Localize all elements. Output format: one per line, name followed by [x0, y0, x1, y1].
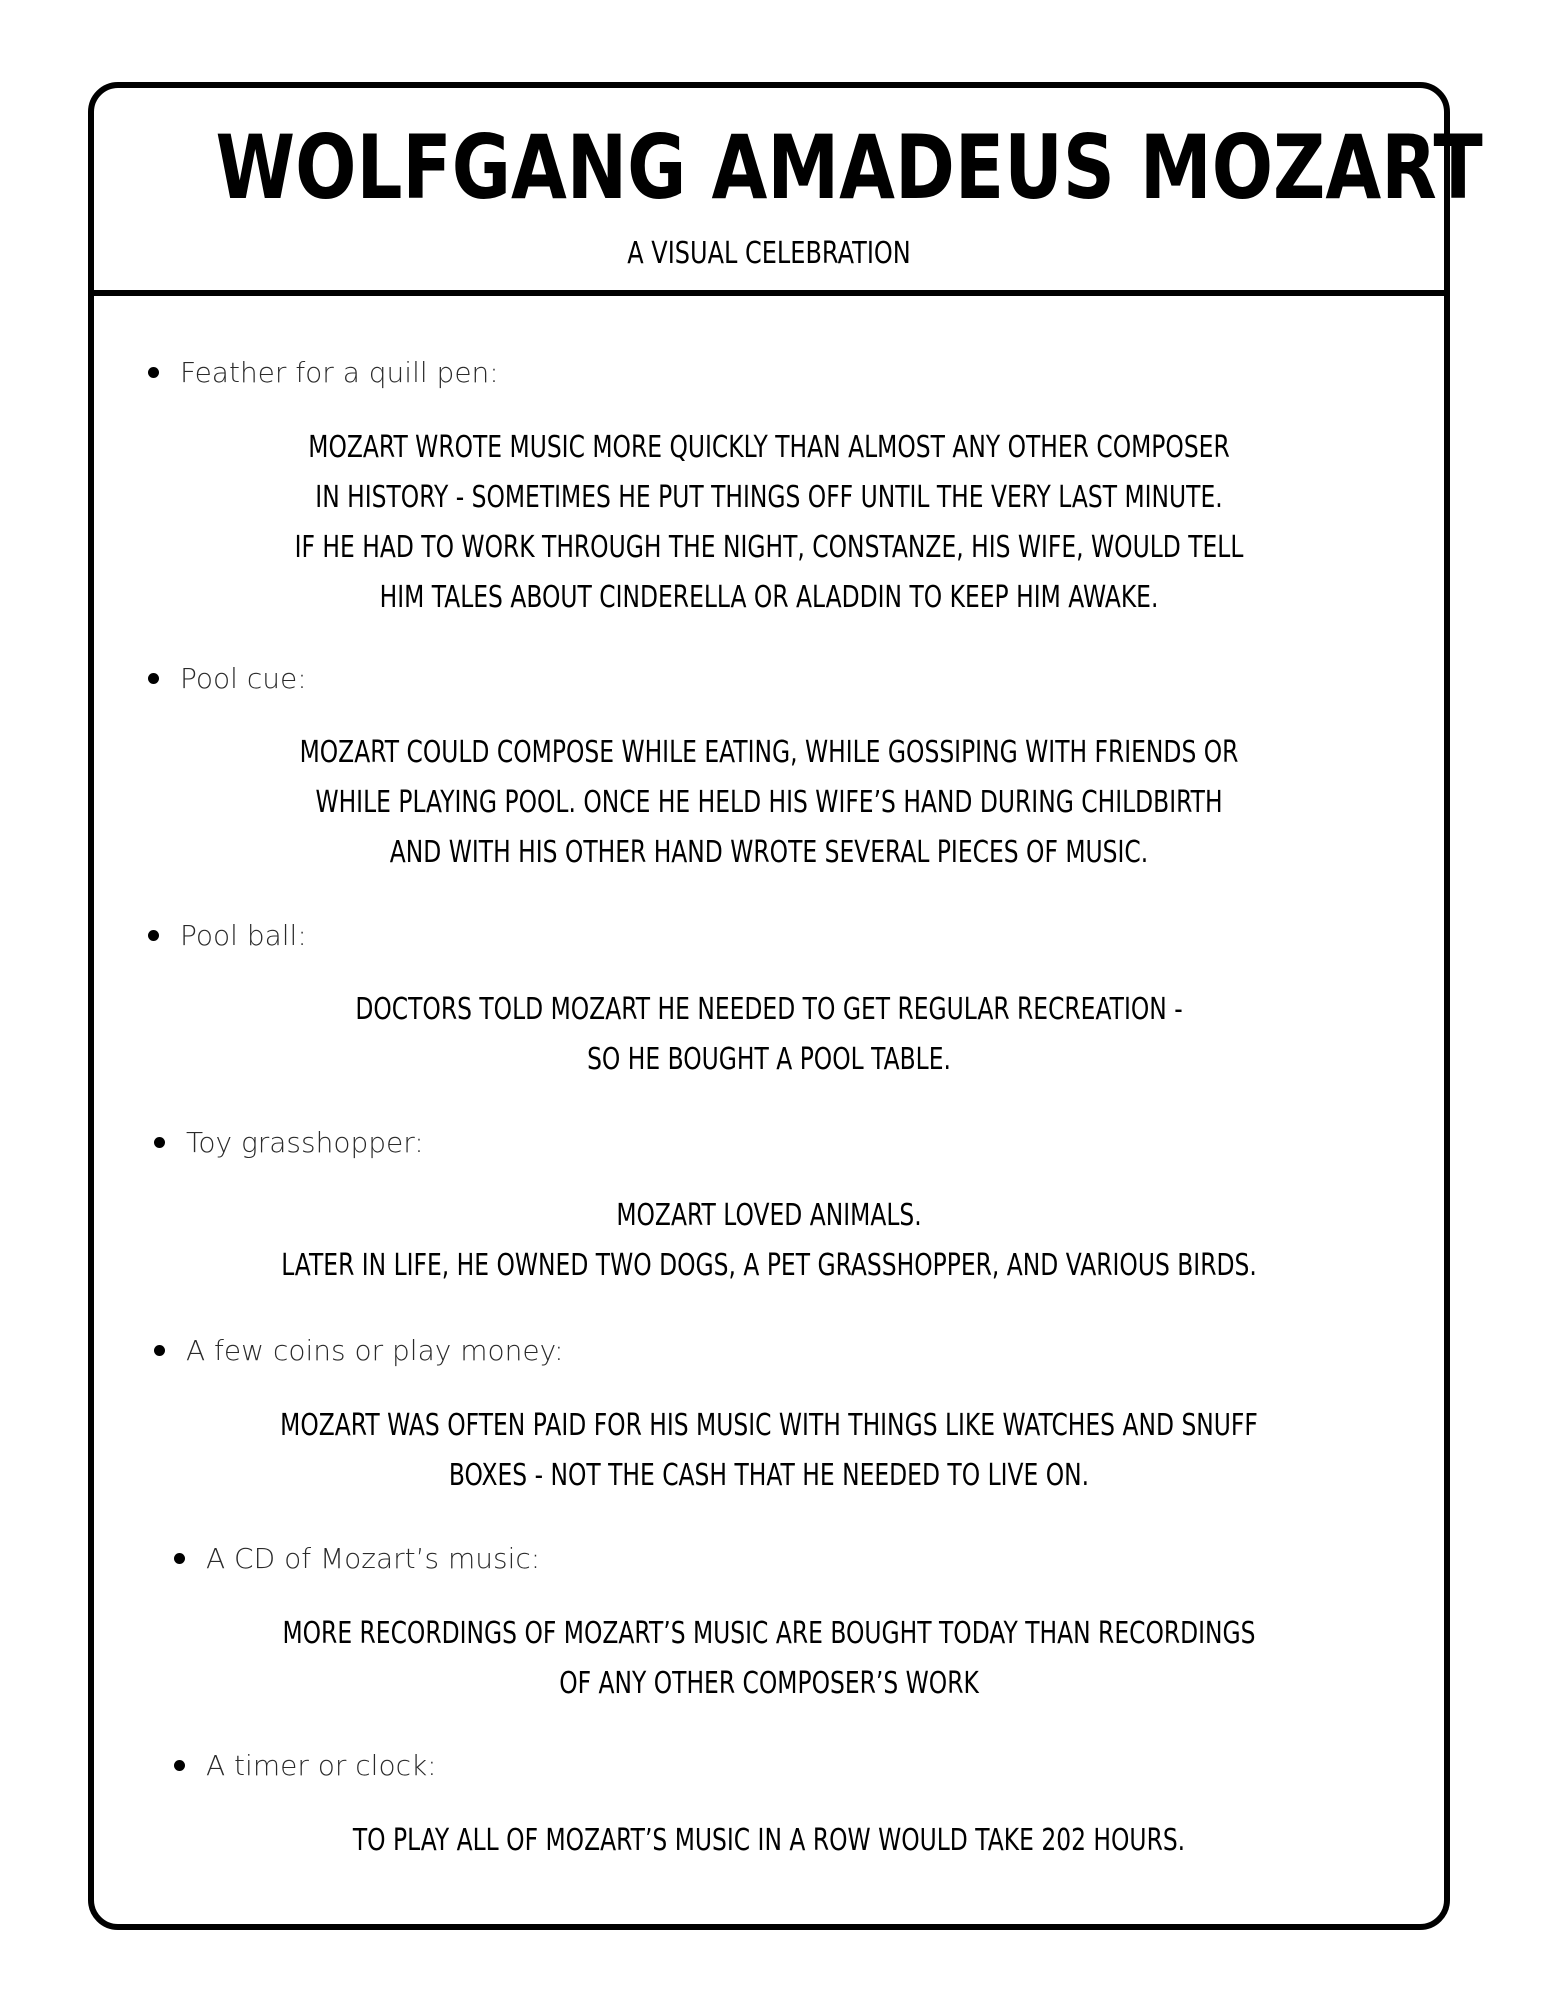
fact-line: IN HISTORY - SOMETIMES HE PUT THINGS OFF UNTIL THE VERY LAST MINUTE. — [315, 480, 1223, 515]
bullet-icon — [174, 1553, 185, 1564]
bullet-label: A few coins or play money: — [186, 1333, 564, 1367]
fact-line: MORE RECORDINGS OF MOZART’S MUSIC ARE BOUGHT TODAY THAN RECORDINGS — [282, 1616, 1256, 1651]
bullet-label: A timer or clock: — [206, 1748, 437, 1782]
bullet-icon — [154, 1345, 165, 1356]
bullet-label: A CD of Mozart’s music: — [206, 1541, 541, 1575]
fact-line: WHILE PLAYING POOL. ONCE HE HELD HIS WIFE’S HAND DURING CHILDBIRTH — [315, 785, 1223, 820]
bullet-label: Pool cue: — [180, 661, 307, 695]
fact-line: MOZART COULD COMPOSE WHILE EATING, WHILE GOSSIPING WITH FRIENDS OR — [299, 735, 1239, 770]
bullet-icon — [148, 930, 159, 941]
bullet-label: Feather for a quill pen: — [180, 355, 499, 389]
header — [94, 88, 1483, 296]
fact-text — [94, 1401, 1444, 1501]
fact-text — [94, 728, 1444, 878]
bullet-icon — [154, 1137, 165, 1148]
fact-text — [94, 985, 1444, 1085]
fact-text — [94, 423, 1444, 623]
fact-text — [94, 1191, 1444, 1291]
bullet-row — [174, 1538, 540, 1578]
page-frame — [88, 82, 1483, 1930]
fact-line: BOXES - NOT THE CASH THAT HE NEEDED TO LIVE ON. — [448, 1458, 1090, 1493]
fact-line: LATER IN LIFE, HE OWNED TWO DOGS, A PET GRASSHOPPER, AND VARIOUS BIRDS. — [281, 1248, 1257, 1283]
bullet-label: Pool ball: — [180, 918, 307, 952]
fact-line: MOZART LOVED ANIMALS. — [616, 1198, 922, 1233]
fact-line: DOCTORS TOLD MOZART HE NEEDED TO GET REGULAR RECREATION - — [355, 992, 1183, 1027]
bullet-icon — [174, 1760, 185, 1771]
bullet-icon — [148, 367, 159, 378]
bullet-row — [148, 352, 499, 392]
bullet-row — [148, 658, 307, 698]
fact-line: AND WITH HIS OTHER HAND WROTE SEVERAL PIECES OF MUSIC. — [389, 835, 1149, 870]
fact-line: MOZART WROTE MUSIC MORE QUICKLY THAN ALMOST ANY OTHER COMPOSER — [308, 430, 1230, 465]
fact-line: IF HE HAD TO WORK THROUGH THE NIGHT, CONSTANZE, HIS WIFE, WOULD TELL — [294, 530, 1244, 565]
fact-line: HIM TALES ABOUT CINDERELLA OR ALADDIN TO KEEP HIM AWAKE. — [379, 580, 1159, 615]
bullet-row — [148, 915, 307, 955]
fact-line: TO PLAY ALL OF MOZART’S MUSIC IN A ROW WOULD TAKE 202 HOURS. — [352, 1823, 1186, 1858]
fact-line: SO HE BOUGHT A POOL TABLE. — [587, 1042, 951, 1077]
fact-line: MOZART WAS OFTEN PAID FOR HIS MUSIC WITH THINGS LIKE WATCHES AND SNUFF — [280, 1408, 1258, 1443]
bullet-label: Toy grasshopper: — [186, 1125, 424, 1159]
page-title: WOLFGANG AMADEUS MOZART — [215, 116, 1483, 219]
fact-text — [94, 1816, 1444, 1866]
fact-text — [94, 1609, 1444, 1709]
bullet-row — [154, 1122, 424, 1162]
bullet-icon — [148, 673, 159, 684]
fact-line: OF ANY OTHER COMPOSER’S WORK — [559, 1666, 979, 1701]
page-subtitle: A VISUAL CELEBRATION — [627, 236, 911, 271]
bullet-row — [154, 1330, 564, 1370]
bullet-row — [174, 1745, 437, 1785]
